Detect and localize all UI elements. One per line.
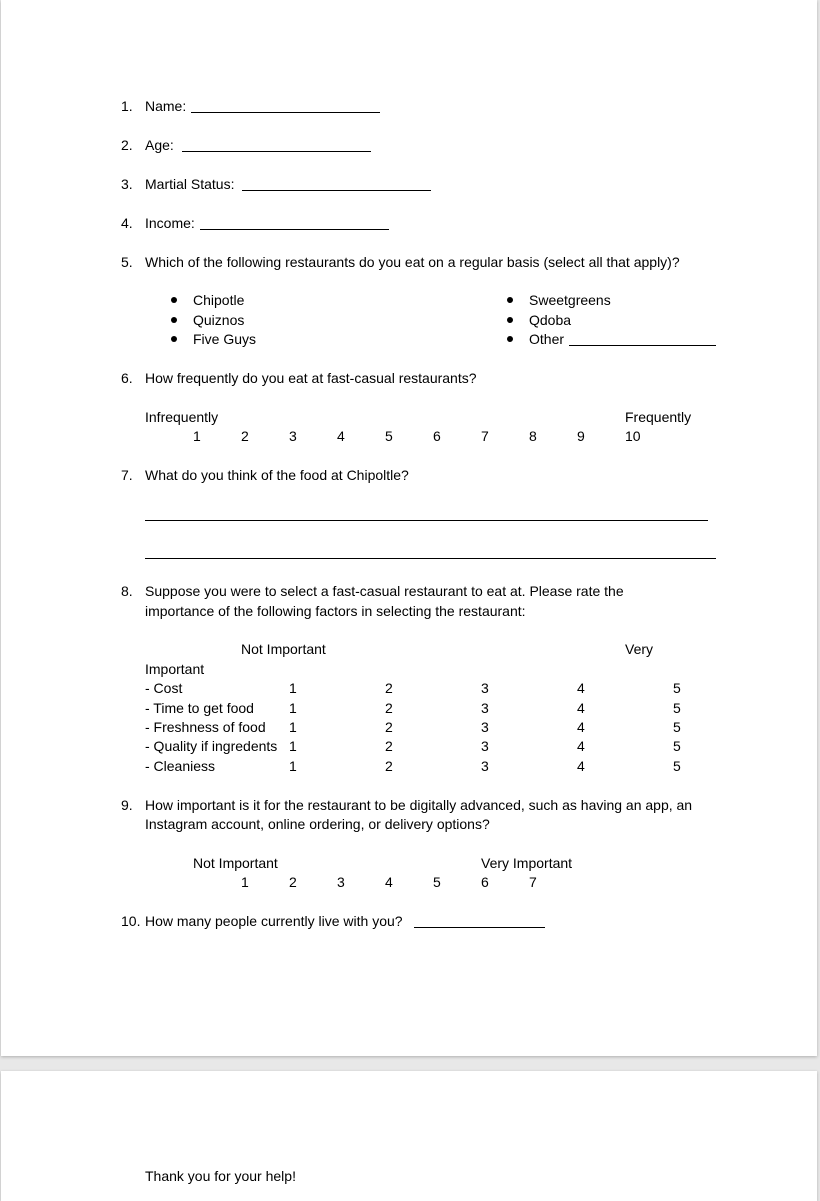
rating-time-3[interactable]: 3 xyxy=(481,700,489,716)
rating-cost-4[interactable]: 4 xyxy=(577,680,585,696)
rating-cleanliness-3[interactable]: 3 xyxy=(481,758,489,774)
digital-scale-high-label: Very Important xyxy=(481,855,573,871)
rating-time-4[interactable]: 4 xyxy=(577,700,585,716)
bullet-icon xyxy=(507,297,513,303)
other-answer-line[interactable] xyxy=(569,345,716,346)
frequency-option-10[interactable]: 10 xyxy=(625,428,641,444)
factor-freshness: - Freshness of food xyxy=(145,719,266,735)
frequency-option-9[interactable]: 9 xyxy=(577,428,585,444)
rating-cleanliness-5[interactable]: 5 xyxy=(673,758,681,774)
q3-number: 3. xyxy=(121,176,133,192)
frequency-option-4[interactable]: 4 xyxy=(337,428,345,444)
rating-cost-2[interactable]: 2 xyxy=(385,680,393,696)
bullet-icon xyxy=(171,317,177,323)
income-answer-line[interactable] xyxy=(200,229,389,230)
rating-freshness-2[interactable]: 2 xyxy=(385,719,393,735)
frequency-option-3[interactable]: 3 xyxy=(289,428,297,444)
q7-number: 7. xyxy=(121,467,133,483)
q3-label: Martial Status: xyxy=(145,176,235,192)
rating-quality-5[interactable]: 5 xyxy=(673,738,681,754)
rating-freshness-4[interactable]: 4 xyxy=(577,719,585,735)
rating-cleanliness-1[interactable]: 1 xyxy=(289,758,297,774)
food-opinion-line-1[interactable] xyxy=(145,520,708,521)
q8-number: 8. xyxy=(121,583,133,599)
bullet-icon xyxy=(507,336,513,342)
age-answer-line[interactable] xyxy=(182,151,371,152)
rating-cleanliness-2[interactable]: 2 xyxy=(385,758,393,774)
q2-number: 2. xyxy=(121,137,133,153)
option-qdoba[interactable]: Qdoba xyxy=(529,312,572,328)
rating-quality-4[interactable]: 4 xyxy=(577,738,585,754)
option-quiznos[interactable]: Quiznos xyxy=(193,312,245,328)
factor-quality: - Quality if ingredents xyxy=(145,738,278,754)
digital-option-1[interactable]: 1 xyxy=(241,874,249,890)
rating-freshness-3[interactable]: 3 xyxy=(481,719,489,735)
q9-number: 9. xyxy=(121,797,133,813)
rating-quality-2[interactable]: 2 xyxy=(385,738,393,754)
survey-page-2 xyxy=(1,1071,817,1201)
q6-number: 6. xyxy=(121,370,133,386)
food-opinion-line-2[interactable] xyxy=(145,558,716,559)
marital-status-answer-line[interactable] xyxy=(242,190,431,191)
name-answer-line[interactable] xyxy=(191,112,380,113)
q9-question-line-1: How important is it for the restaurant to be digitally advanced, such as having an app, an xyxy=(145,797,693,813)
digital-option-7[interactable]: 7 xyxy=(529,874,537,890)
rating-time-1[interactable]: 1 xyxy=(289,700,297,716)
rating-low-label: Not Important xyxy=(241,641,326,657)
rating-cleanliness-4[interactable]: 4 xyxy=(577,758,585,774)
rating-cost-5[interactable]: 5 xyxy=(673,680,681,696)
digital-option-4[interactable]: 4 xyxy=(385,874,393,890)
option-five-guys[interactable]: Five Guys xyxy=(193,331,257,347)
rating-freshness-1[interactable]: 1 xyxy=(289,719,297,735)
bullet-icon xyxy=(507,317,513,323)
factor-cost: - Cost xyxy=(145,680,183,696)
rating-cost-1[interactable]: 1 xyxy=(289,680,297,696)
rating-cost-3[interactable]: 3 xyxy=(481,680,489,696)
digital-option-6[interactable]: 6 xyxy=(481,874,489,890)
closing-message: Thank you for your help! xyxy=(145,1168,296,1184)
q4-label: Income: xyxy=(145,215,195,231)
rating-time-2[interactable]: 2 xyxy=(385,700,393,716)
scale-high-label: Frequently xyxy=(625,409,692,425)
q1-number: 1. xyxy=(121,98,133,114)
q5-question: Which of the following restaurants do you eat on a regular basis (select all that apply)? xyxy=(145,254,680,270)
frequency-option-6[interactable]: 6 xyxy=(433,428,441,444)
q7-question: What do you think of the food at Chipoltle? xyxy=(145,467,409,483)
bullet-icon xyxy=(171,297,177,303)
q6-question: How frequently do you eat at fast-casual restaurants? xyxy=(145,370,477,386)
bullet-icon xyxy=(171,336,177,342)
frequency-option-7[interactable]: 7 xyxy=(481,428,489,444)
option-chipotle[interactable]: Chipotle xyxy=(193,292,245,308)
q4-number: 4. xyxy=(121,215,133,231)
q8-question-line-2: importance of the following factors in selecting the restaurant: xyxy=(145,603,526,619)
frequency-option-5[interactable]: 5 xyxy=(385,428,393,444)
rating-quality-1[interactable]: 1 xyxy=(289,738,297,754)
frequency-option-1[interactable]: 1 xyxy=(193,428,201,444)
q8-question-line-1: Suppose you were to select a fast-casual restaurant to eat at. Please rate the xyxy=(145,583,624,599)
household-answer-line[interactable] xyxy=(414,927,545,928)
digital-option-2[interactable]: 2 xyxy=(289,874,297,890)
factor-cleanliness: - Cleaniess xyxy=(145,758,216,774)
q2-label: Age: xyxy=(145,137,174,153)
option-sweetgreens[interactable]: Sweetgreens xyxy=(529,292,611,308)
q5-number: 5. xyxy=(121,254,133,270)
option-other[interactable]: Other xyxy=(529,331,565,347)
q1-label: Name: xyxy=(145,98,187,114)
frequency-option-8[interactable]: 8 xyxy=(529,428,537,444)
rating-time-5[interactable]: 5 xyxy=(673,700,681,716)
rating-high-label-continued: Important xyxy=(145,661,205,677)
factor-time: - Time to get food xyxy=(145,700,254,716)
rating-quality-3[interactable]: 3 xyxy=(481,738,489,754)
scale-low-label: Infrequently xyxy=(145,409,219,425)
survey-page-1 xyxy=(1,0,817,1056)
q9-question-line-2: Instagram account, online ordering, or delivery options? xyxy=(145,816,490,832)
q10-number: 10. xyxy=(121,913,141,929)
digital-scale-low-label: Not Important xyxy=(193,855,278,871)
digital-option-3[interactable]: 3 xyxy=(337,874,345,890)
rating-high-label: Very xyxy=(625,641,654,657)
rating-freshness-5[interactable]: 5 xyxy=(673,719,681,735)
q10-question: How many people currently live with you? xyxy=(145,913,403,929)
digital-option-5[interactable]: 5 xyxy=(433,874,441,890)
frequency-option-2[interactable]: 2 xyxy=(241,428,249,444)
